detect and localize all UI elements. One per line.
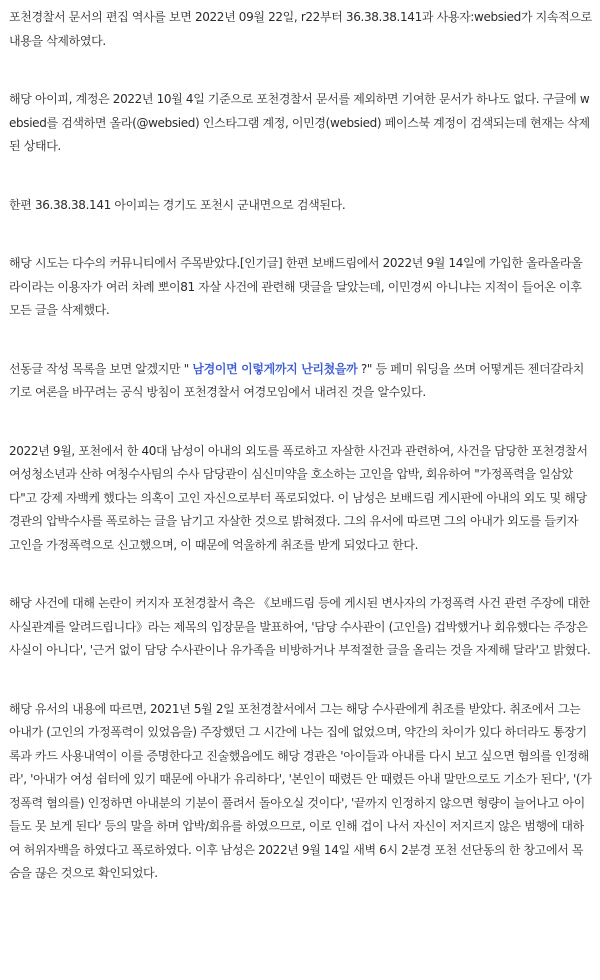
paragraph-community-attention: 해당 시도는 다수의 커뮤니티에서 주목받았다.[인기글] 한편 보배드림에서 2022년 9월 14일에 가입한 올라올라올라이라는 이용자가 여러 차례 뽀이81 자살 사건에 관련해 댓글을 달았는데, 이민경씨 아니냐는 지적이 들어온 이후 모든 글을 삭제했다. (9, 256, 583, 317)
quote-lead: 선동글 작성 목록을 보면 알겠지만 " (9, 361, 193, 376)
paragraph-edit-history: 포천경찰서 문서의 편집 역사를 보면 2022년 09월 22일, r22부터 36.38.38.141과 사용자:websied가 지속적으로 내용을 삭제하였다. (9, 10, 592, 48)
quote-tail: ?" 등 페미 워딩을 쓰며 어떻게든 젠더갈라치기로 여론을 바꾸려는 공식 방침이 포천경찰서 여경모임에서 내려진 것을 알수있다. (9, 361, 584, 399)
paragraph-ip-location: 한편 36.38.38.141 아이피는 경기도 포천시 군내면으로 검색된다. (9, 197, 346, 212)
paragraph-police-statement: 해당 사건에 대해 논란이 커지자 포천경찰서 측은 《보배드림 등에 게시된 변사자의 가정폭력 사건 관련 주장에 대한 사실관계를 알려드립니다》라는 제목의 입장문을 발표하여, '담당 수사관이 (고인을) 겁박했거나 회유했다는 주장은 사실이 아니다', '근거 없이 담당 수사관이나 유가족을 비방하거나 부적절한 글을 올리는 것을 자제해 달라'고 밝혔다. (9, 596, 591, 657)
paragraph-incident-summary: 2022년 9월, 포천에서 한 40대 남성이 아내의 외도를 폭로하고 자살한 사건과 관련하여, 사건을 담당한 포천경찰서 여성청소년과 산하 여청수사팀의 수사 담당관이 심신미약을 호소하는 고인을 압박, 회유하여 "가정폭력을 일삼았다"고 강제 자백케 했다는 의혹이 고인 자신으로부터 폭로되었다. 이 남성은 보배드림 게시판에 아내의 외도 및 해당 경관의 압박수사를 폭로하는 글을 남기고 자살한 것으로 밝혀졌다. 그의 유서에 따르면 그의 아내가 외도를 들키자 고인을 가정폭력으로 신고했으며, 이 때문에 억울하게 취조를 받게 되었다고 한다. (9, 443, 588, 552)
paragraph-account-search: 해당 아이피, 계정은 2022년 10월 4일 기준으로 포천경찰서 문서를 제외하면 기여한 문서가 하나도 없다. 구글에 websied를 검색하면 올라(@websied) 인스타그램 계정, 이민경(websied) 페이스북 계정이 검색되는데 현재는 삭제된 상태다. (9, 92, 590, 153)
article-body (9, 6, 592, 921)
paragraph-gender-wording (9, 358, 592, 405)
highlighted-quote: 남경이면 이렇게까지 난리쳤을까 (192, 361, 358, 376)
paragraph-will-contents: 해당 유서의 내용에 따르면, 2021년 5월 2일 포천경찰서에서 그는 해당 수사관에게 취조를 받았다. 취조에서 그는 아내가 (고인의 가정폭력이 있었음을) 주장했던 그 시간에 나는 집에 없었으며, 약간의 차이가 있다 하더라도 통장기록과 카드 사용내역이 이를 증명한다고 진술했음에도 해당 경관은 '아이들과 아내를 다시 보고 싶으면 혐의를 인정해라', '아내가 여성 쉼터에 있기 때문에 아내가 유리하다', '본인이 때렸든 안 때렸든 아내 말만으로도 기소가 된다', '(가정폭력 혐의를) 인정하면 아내분의 기분이 풀려서 돌아오실 것이다', '끝까지 인정하지 않으면 형량이 늘어나고 아이들도 못 보게 된다' 등의 말을 하며 압박/회유를 하였으므로, 이로 인해 겁이 나서 자신이 저지르지 않은 범행에 대하여 허위자백을 하였다고 폭로하였다. 이후 남성은 2022년 9월 14일 새벽 6시 2분경 포천 선단동의 한 창고에서 목숨을 끊은 것으로 확인되었다. (9, 701, 592, 880)
